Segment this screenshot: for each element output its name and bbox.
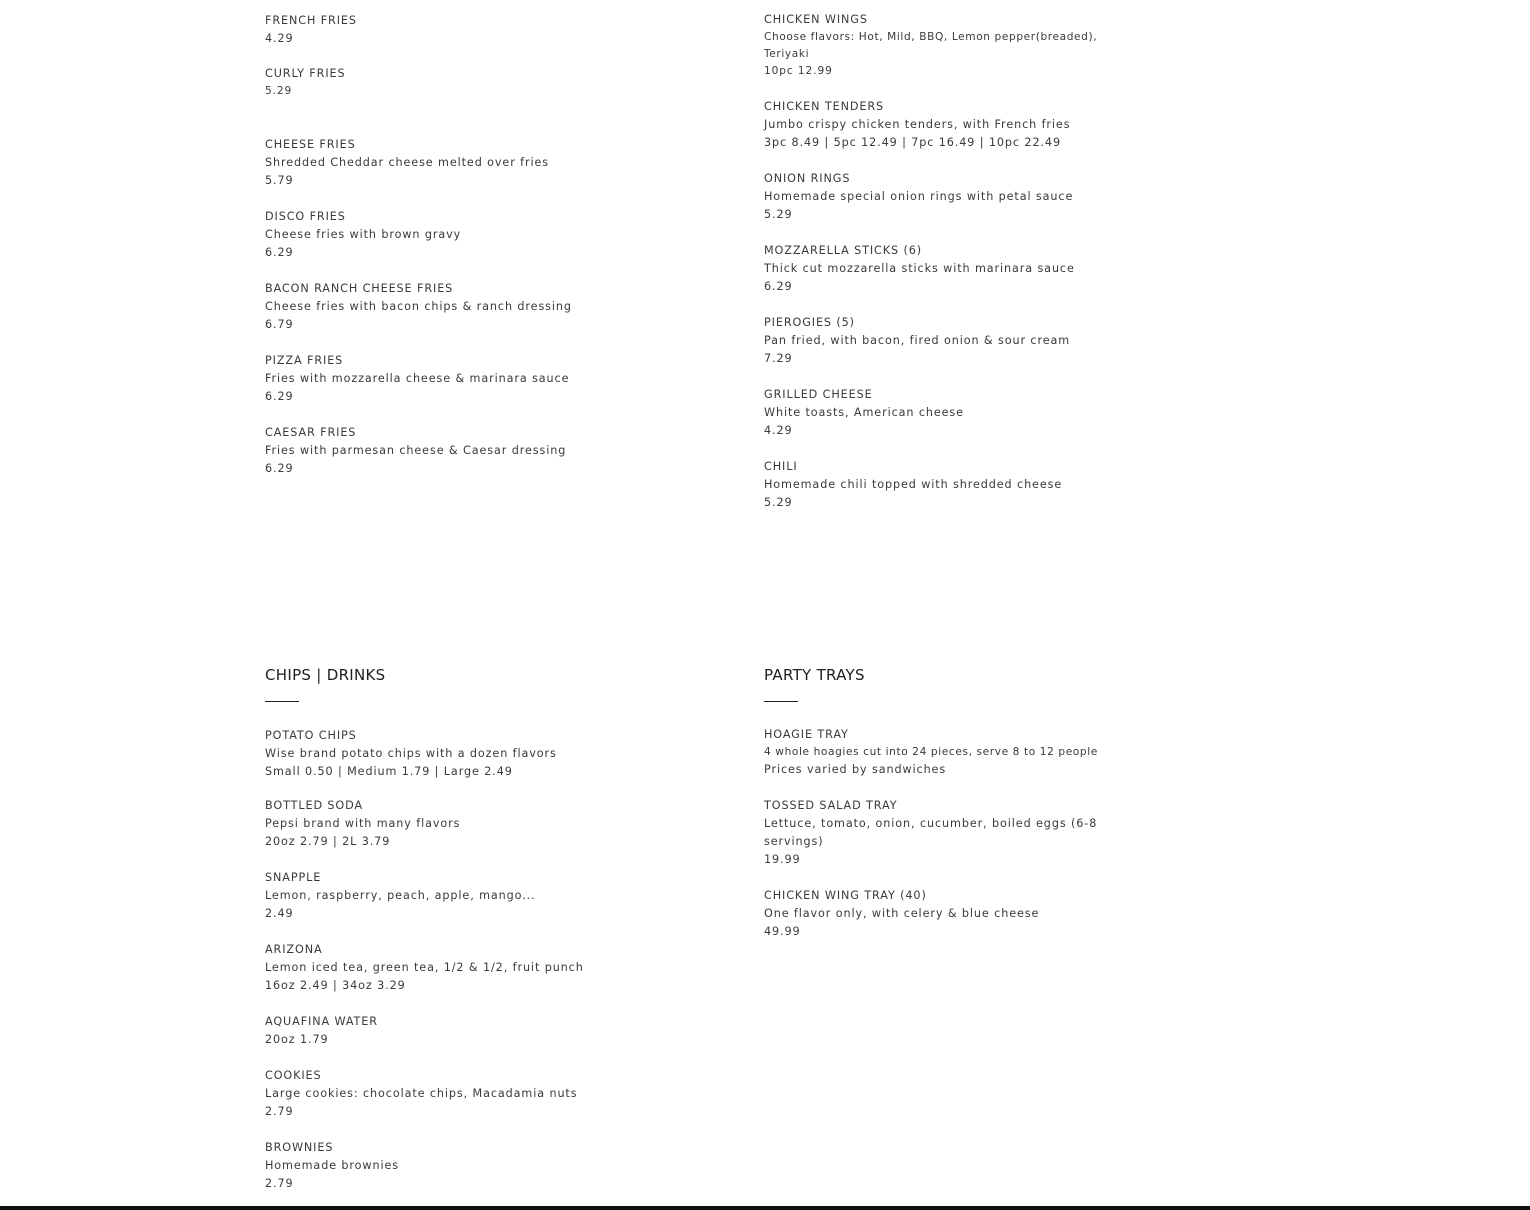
menu-item-grilled-cheese <box>764 386 1124 440</box>
item-name: DISCO FRIES <box>265 210 346 223</box>
item-price: 4.29 <box>265 32 294 45</box>
item-name: FRENCH FRIES <box>265 14 357 27</box>
item-description: Lettuce, tomato, onion, cucumber, boiled eggs (6-8 servings) <box>764 817 1098 848</box>
item-name: POTATO CHIPS <box>265 729 357 742</box>
menu-item-french-fries <box>265 12 625 48</box>
menu-item-chili <box>764 458 1124 512</box>
item-price: 6.29 <box>265 390 294 403</box>
item-description: Homemade special onion rings with petal sauce <box>764 190 1074 203</box>
item-description: Thick cut mozzarella sticks with marinara sauce <box>764 262 1075 275</box>
item-price: 10pc 12.99 <box>764 65 833 77</box>
item-description: Homemade chili topped with shredded cheese <box>764 478 1063 491</box>
item-name: ONION RINGS <box>764 172 851 185</box>
menu-item-mozzarella-sticks <box>764 242 1124 296</box>
item-name: COOKIES <box>265 1069 322 1082</box>
section-divider <box>265 701 299 702</box>
item-description: Shredded Cheddar cheese melted over fries <box>265 156 550 169</box>
item-name: CURLY FRIES <box>265 67 346 80</box>
item-description: Wise brand potato chips with a dozen flavors <box>265 747 557 760</box>
item-price: 3pc 8.49 | 5pc 12.49 | 7pc 16.49 | 10pc 22.49 <box>764 136 1061 149</box>
section-title-party-trays: PARTY TRAYS <box>764 666 865 684</box>
menu-item-arizona <box>265 941 625 995</box>
item-description: Homemade brownies <box>265 1159 399 1172</box>
menu-item-disco-fries <box>265 208 625 262</box>
menu-item-snapple <box>265 869 625 923</box>
item-description: White toasts, American cheese <box>764 406 964 419</box>
menu-item-bottled-soda <box>265 797 625 851</box>
item-name: ARIZONA <box>265 943 323 956</box>
item-name: AQUAFINA WATER <box>265 1015 378 1028</box>
menu-item-potato-chips <box>265 727 625 781</box>
item-name: HOAGIE TRAY <box>764 728 849 741</box>
item-description: 4 whole hoagies cut into 24 pieces, serve 8 to 12 people <box>764 746 1098 758</box>
item-price: 6.29 <box>265 462 294 475</box>
item-price: 5.29 <box>764 208 793 221</box>
item-name: BOTTLED SODA <box>265 799 364 812</box>
item-price: 20oz 2.79 | 2L 3.79 <box>265 835 391 848</box>
item-price: 5.29 <box>265 85 293 97</box>
menu-item-tossed-salad-tray <box>764 797 1124 869</box>
item-price: 49.99 <box>764 925 801 938</box>
item-description: Fries with mozzarella cheese & marinara sauce <box>265 372 570 385</box>
item-price: 6.29 <box>265 246 294 259</box>
item-description: Choose flavors: Hot, Mild, BBQ, Lemon pepper(breaded), Teriyaki <box>764 31 1098 60</box>
party-trays-column <box>764 726 1124 941</box>
item-name: GRILLED CHEESE <box>764 388 873 401</box>
item-description: Lemon, raspberry, peach, apple, mango... <box>265 889 536 902</box>
item-price: 7.29 <box>764 352 793 365</box>
item-price: 6.29 <box>764 280 793 293</box>
fries-menu-column <box>265 12 625 478</box>
item-price: 16oz 2.49 | 34oz 3.29 <box>265 979 406 992</box>
item-price: 2.49 <box>265 907 294 920</box>
item-description: Lemon iced tea, green tea, 1/2 & 1/2, fruit punch <box>265 961 584 974</box>
menu-item-curly-fries <box>265 65 625 100</box>
item-name: CHICKEN WINGS <box>764 13 868 26</box>
bottom-bar <box>0 1206 1530 1210</box>
item-price: 6.79 <box>265 318 294 331</box>
menu-item-chicken-wing-tray <box>764 887 1124 941</box>
item-price: 20oz 1.79 <box>265 1033 329 1046</box>
item-name: CHICKEN TENDERS <box>764 100 884 113</box>
item-name: SNAPPLE <box>265 871 322 884</box>
item-name: PIZZA FRIES <box>265 354 344 367</box>
menu-item-brownies <box>265 1139 625 1193</box>
menu-item-cheese-fries <box>265 136 625 190</box>
item-name: CHICKEN WING TRAY (40) <box>764 889 927 902</box>
item-price: Prices varied by sandwiches <box>764 763 947 776</box>
item-price: Small 0.50 | Medium 1.79 | Large 2.49 <box>265 765 513 778</box>
item-description: Cheese fries with bacon chips & ranch dressing <box>265 300 572 313</box>
item-price: 2.79 <box>265 1177 294 1190</box>
appetizers-menu-column <box>764 11 1124 512</box>
item-price: 2.79 <box>265 1105 294 1118</box>
menu-item-caesar-fries <box>265 424 625 478</box>
menu-item-hoagie-tray <box>764 726 1124 779</box>
item-price: 5.79 <box>265 174 294 187</box>
item-price: 19.99 <box>764 853 801 866</box>
item-price: 5.29 <box>764 496 793 509</box>
menu-item-pizza-fries <box>265 352 625 406</box>
item-name: BACON RANCH CHEESE FRIES <box>265 282 454 295</box>
item-name: CAESAR FRIES <box>265 426 357 439</box>
menu-item-chicken-wings <box>764 11 1124 80</box>
item-description: Pepsi brand with many flavors <box>265 817 461 830</box>
item-description: Cheese fries with brown gravy <box>265 228 462 241</box>
section-title-chips-drinks: CHIPS | DRINKS <box>265 666 386 684</box>
item-name: BROWNIES <box>265 1141 334 1154</box>
item-description: Jumbo crispy chicken tenders, with French fries <box>764 118 1071 131</box>
menu-item-bacon-ranch-cheese-fries <box>265 280 625 334</box>
item-description: Pan fried, with bacon, fired onion & sour cream <box>764 334 1071 347</box>
menu-item-pierogies <box>764 314 1124 368</box>
menu-item-onion-rings <box>764 170 1124 224</box>
item-description: Fries with parmesan cheese & Caesar dressing <box>265 444 567 457</box>
item-description: One flavor only, with celery & blue cheese <box>764 907 1040 920</box>
menu-item-chicken-tenders <box>764 98 1124 152</box>
item-name: TOSSED SALAD TRAY <box>764 799 898 812</box>
item-name: CHEESE FRIES <box>265 138 356 151</box>
item-name: PIEROGIES (5) <box>764 316 855 329</box>
item-name: CHILI <box>764 460 798 473</box>
chips-drinks-column <box>265 727 625 1193</box>
menu-item-aquafina-water <box>265 1013 625 1049</box>
menu-item-cookies <box>265 1067 625 1121</box>
item-price: 4.29 <box>764 424 793 437</box>
item-name: MOZZARELLA STICKS (6) <box>764 244 923 257</box>
section-divider <box>764 701 798 702</box>
item-description: Large cookies: chocolate chips, Macadamia nuts <box>265 1087 578 1100</box>
